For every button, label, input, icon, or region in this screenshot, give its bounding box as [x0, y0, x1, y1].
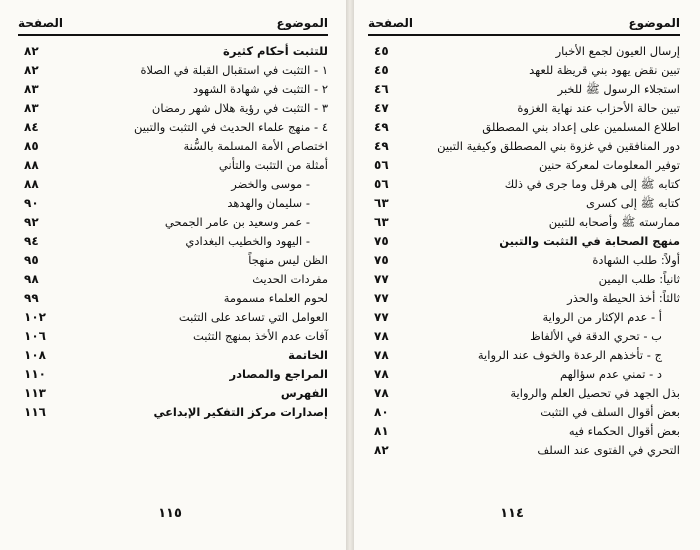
toc-entry: [18, 232, 328, 251]
toc-entry-page: ١١٣: [24, 384, 49, 403]
page-number: ١١٥: [158, 506, 182, 521]
toc-list: [368, 42, 680, 460]
toc-entry: [18, 384, 328, 403]
page-number: ١١٤: [500, 506, 524, 521]
toc-entry-page: ٩٠: [24, 194, 42, 213]
toc-entry-title: تبين نقض يهود بني قريظة للعهد: [525, 61, 680, 80]
toc-entry: [368, 194, 680, 213]
toc-entry: [368, 365, 680, 384]
toc-entry-title: آفات عدم الأخذ بمنهج التثبت: [189, 327, 328, 346]
toc-entry-page: ٩٨: [24, 270, 42, 289]
toc-entry-title: المراجع والمصادر: [225, 365, 328, 384]
toc-entry-page: ١٠٢: [24, 308, 49, 327]
toc-entry-title: ب - تحري الدقة في الألفاظ: [526, 327, 662, 346]
toc-entry-page: ٨٢: [24, 42, 42, 61]
toc-entry-title: الظن ليس منهجاً: [244, 251, 328, 270]
toc-entry: [18, 118, 328, 137]
toc-entry-title: ممارسته ﷺ وأصحابه للتبين: [545, 213, 680, 232]
left-page: [0, 0, 346, 550]
toc-entry-page: ٤٧: [374, 99, 392, 118]
toc-entry-title: للتثبت أحكام كثيرة: [219, 42, 328, 61]
toc-entry-title: - سليمان والهدهد: [223, 194, 310, 213]
toc-entry-title: مفردات الحديث: [248, 270, 328, 289]
toc-entry: [18, 327, 328, 346]
toc-entry-page: ٤٩: [374, 118, 392, 137]
toc-entry-page: ١٠٦: [24, 327, 49, 346]
toc-entry-title: - موسى والخضر: [227, 175, 310, 194]
toc-entry-title: اختصاص الأمة المسلمة بالسُّنة: [179, 137, 328, 156]
toc-entry: [368, 384, 680, 403]
toc-entry-title: ٣ - التثبت في رؤية هلال شهر رمضان: [148, 99, 328, 118]
toc-entry-page: ١٠٨: [24, 346, 49, 365]
toc-entry-page: ٤٦: [374, 80, 392, 99]
toc-entry: [18, 270, 328, 289]
toc-entry: [368, 422, 680, 441]
toc-entry: [368, 99, 680, 118]
toc-entry: [368, 403, 680, 422]
toc-entry-page: ٦٣: [374, 194, 392, 213]
toc-entry-page: ٨٠: [374, 403, 392, 422]
page-column-heading: الصفحة: [18, 16, 64, 30]
toc-list: [18, 42, 328, 422]
toc-header: [368, 14, 680, 32]
toc-entry-page: ٨١: [374, 422, 392, 441]
toc-entry-page: ٨٢: [374, 441, 392, 460]
toc-entry-title: ج - تأخذهم الرعدة والخوف عند الرواية: [474, 346, 662, 365]
toc-entry-page: ٩٩: [24, 289, 42, 308]
toc-entry-page: ٩٢: [24, 213, 42, 232]
topic-column-heading: الموضوع: [276, 16, 328, 30]
toc-entry: [368, 346, 680, 365]
toc-entry: [18, 99, 328, 118]
toc-entry: [368, 118, 680, 137]
right-page: [354, 0, 700, 550]
toc-entry-title: د - تمني عدم سؤالهم: [556, 365, 662, 384]
toc-entry-title: بذل الجهد في تحصيل العلم والرواية: [506, 384, 680, 403]
toc-entry-title: كتابه ﷺ إلى كسرى: [582, 194, 680, 213]
toc-entry: [18, 289, 328, 308]
toc-entry-page: ٨٣: [24, 80, 42, 99]
toc-entry-page: ٤٥: [374, 61, 392, 80]
toc-entry-title: منهج الصحابة في التثبت والتبين: [495, 232, 680, 251]
header-rule: [368, 34, 680, 36]
toc-entry-title: ٢ - التثبت في شهادة الشهود: [189, 80, 328, 99]
toc-entry-page: ٧٧: [374, 289, 392, 308]
toc-entry-title: تبين حالة الأحزاب عند نهاية الغزوة: [513, 99, 680, 118]
toc-entry-page: ٤٥: [374, 42, 392, 61]
toc-entry: [368, 270, 680, 289]
toc-entry-page: ٤٩: [374, 137, 392, 156]
toc-entry-page: ٧٨: [374, 384, 392, 403]
toc-entry-title: - عمر وسعيد بن عامر الجمحي: [161, 213, 310, 232]
toc-entry-page: ٨٤: [24, 118, 42, 137]
toc-entry-title: إصدارات مركز التفكير الإبداعي: [149, 403, 328, 422]
toc-entry: [368, 213, 680, 232]
toc-entry-page: ٩٤: [24, 232, 42, 251]
toc-entry: [368, 42, 680, 61]
toc-entry: [368, 137, 680, 156]
toc-entry: [18, 403, 328, 422]
toc-entry-page: ٧٥: [374, 232, 392, 251]
toc-entry: [18, 213, 328, 232]
toc-entry: [18, 61, 328, 80]
toc-entry-title: أ - عدم الإكثار من الرواية: [539, 308, 662, 327]
topic-column-heading: الموضوع: [628, 16, 680, 30]
toc-entry-page: ٧٧: [374, 308, 392, 327]
toc-entry: [18, 308, 328, 327]
toc-entry: [18, 42, 328, 61]
book-gutter: [346, 0, 354, 550]
toc-entry-title: اطلاع المسلمين على إعداد بني المصطلق: [478, 118, 680, 137]
toc-entry-title: استجلاء الرسول ﷺ للخبر: [554, 80, 680, 99]
toc-entry-title: الفهرس: [277, 384, 328, 403]
toc-entry-page: ٧٧: [374, 270, 392, 289]
toc-entry-page: ٨٣: [24, 99, 42, 118]
toc-entry-page: ٧٨: [374, 346, 392, 365]
toc-entry-title: العوامل التي تساعد على التثبت: [175, 308, 328, 327]
toc-entry-title: ٤ - منهج علماء الحديث في التثبت والتبين: [130, 118, 328, 137]
toc-entry-title: كتابه ﷺ إلى هرقل وما جرى في ذلك: [501, 175, 680, 194]
toc-entry: [18, 346, 328, 365]
toc-entry-title: دور المنافقين في غزوة بني المصطلق وكيفية التبين: [433, 137, 680, 156]
toc-entry: [18, 80, 328, 99]
toc-entry-page: ١١٦: [24, 403, 49, 422]
toc-entry-title: الخاتمة: [284, 346, 328, 365]
toc-entry-title: لحوم العلماء مسمومة: [220, 289, 328, 308]
toc-entry-page: ٥٦: [374, 175, 392, 194]
toc-entry: [18, 194, 328, 213]
toc-entry-title: ثانياً: طلب اليمين: [595, 270, 680, 289]
toc-entry: [368, 441, 680, 460]
toc-entry-page: ٨٢: [24, 61, 42, 80]
toc-entry-page: ٧٨: [374, 365, 392, 384]
toc-entry-title: - اليهود والخطيب البغدادي: [181, 232, 310, 251]
toc-entry-title: ١ - التثبت في استقبال القبلة في الصلاة: [137, 61, 328, 80]
toc-entry-page: ٨٥: [24, 137, 42, 156]
toc-entry-page: ٧٨: [374, 327, 392, 346]
toc-entry: [18, 137, 328, 156]
toc-entry-title: توفير المعلومات لمعركة حنين: [535, 156, 680, 175]
toc-entry-title: إرسال العيون لجمع الأخبار: [552, 42, 680, 61]
toc-entry-title: ثالثاً: أخذ الحيطة والحذر: [563, 289, 680, 308]
toc-entry: [368, 156, 680, 175]
toc-entry: [18, 156, 328, 175]
toc-entry-title: بعض أقوال الحكماء فيه: [565, 422, 680, 441]
toc-entry: [368, 175, 680, 194]
toc-entry-page: ٩٥: [24, 251, 42, 270]
toc-entry: [368, 251, 680, 270]
toc-entry-page: ٥٦: [374, 156, 392, 175]
toc-entry-page: ٨٨: [24, 175, 42, 194]
toc-entry-title: بعض أقوال السلف في التثبت: [536, 403, 680, 422]
toc-header: [18, 14, 328, 32]
page-column-heading: الصفحة: [368, 16, 414, 30]
toc-entry-title: أولاً: طلب الشهادة: [588, 251, 680, 270]
toc-entry-title: أمثلة من التثبت والتأني: [215, 156, 328, 175]
toc-entry: [368, 289, 680, 308]
toc-entry: [368, 327, 680, 346]
toc-entry: [18, 175, 328, 194]
header-rule: [18, 34, 328, 36]
toc-entry: [18, 251, 328, 270]
toc-entry: [368, 80, 680, 99]
toc-entry: [368, 308, 680, 327]
toc-entry: [368, 232, 680, 251]
toc-entry-page: ٧٥: [374, 251, 392, 270]
toc-entry: [368, 61, 680, 80]
toc-entry-title: التحري في الفتوى عند السلف: [533, 441, 680, 460]
toc-entry-page: ٦٣: [374, 213, 392, 232]
toc-entry: [18, 365, 328, 384]
toc-entry-page: ١١٠: [24, 365, 49, 384]
toc-entry-page: ٨٨: [24, 156, 42, 175]
